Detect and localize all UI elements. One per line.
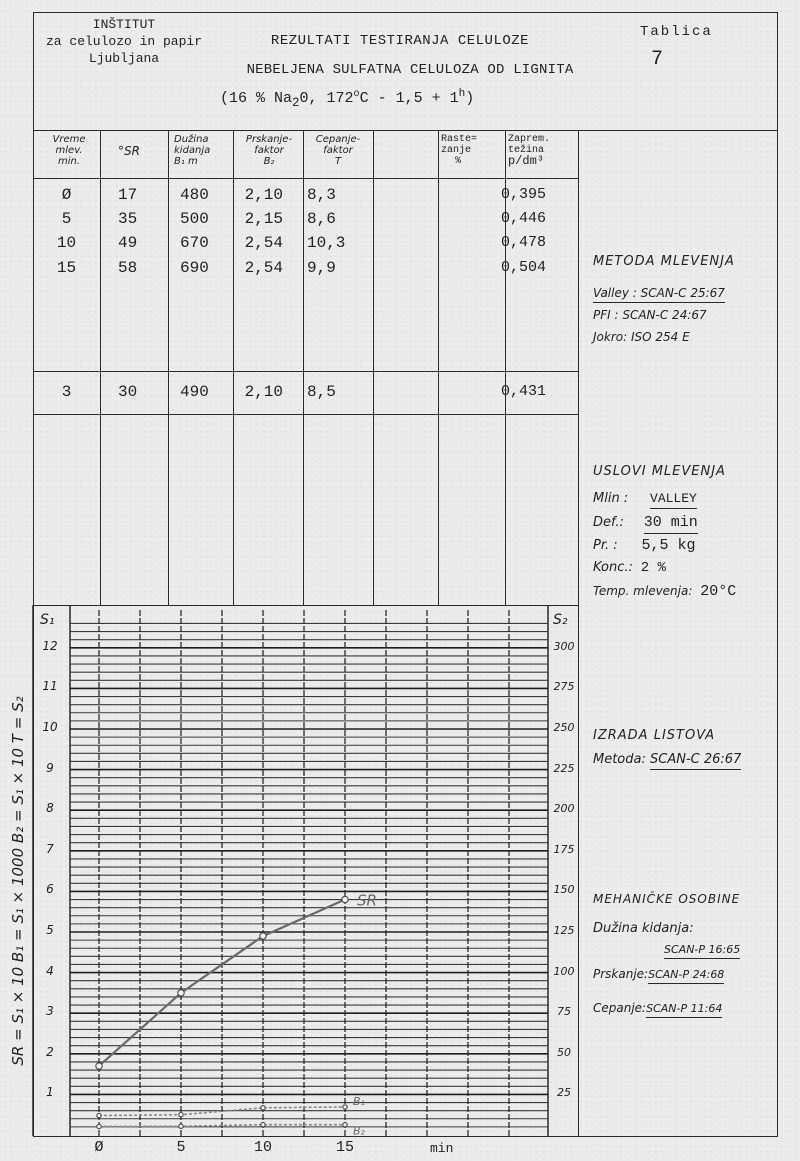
- metoda-line: Valley : SCAN-C 25:67: [593, 286, 725, 303]
- y-left-tick-label: 1: [46, 1085, 54, 1100]
- table-cell: 0,478: [501, 234, 547, 251]
- y-right-tick-label: 200: [553, 802, 575, 816]
- mehanicke-duzina-label: Dužina kidanja:: [593, 921, 694, 936]
- field-label: Prskanje:: [593, 967, 649, 981]
- table-cell: 500: [180, 210, 209, 228]
- col-header-line: T: [334, 156, 342, 167]
- table-cell: 10: [56, 234, 77, 252]
- field-label: Def.:: [593, 515, 624, 530]
- table-cell: 0,431: [501, 383, 547, 400]
- col-header-line: mlev.: [55, 145, 83, 156]
- cond-deg: o: [353, 89, 360, 100]
- field-value: 5,5 kg: [641, 537, 696, 554]
- field-value: VALLEY: [650, 491, 697, 509]
- data-point: [96, 1063, 102, 1069]
- col-header-line: zanje: [441, 145, 472, 156]
- table-cell: Ø: [61, 186, 72, 204]
- cond-h: h: [458, 88, 466, 100]
- col-header-line: Vreme: [52, 134, 86, 145]
- y-right-tick-label: 275: [553, 680, 575, 694]
- field-label: Cepanje:: [593, 1001, 647, 1015]
- document-subtitle: NEBELJENA SULFATNA CELULOZA OD LIGNITA: [246, 62, 574, 78]
- y-left-tick-label: 11: [42, 679, 58, 694]
- y-right-tick-label: 100: [553, 964, 575, 978]
- data-point: [343, 1105, 347, 1109]
- table-cell: 30: [118, 383, 138, 401]
- field-value: 20°C: [700, 583, 737, 600]
- y-left-tick-label: 4: [46, 963, 54, 978]
- y-left-tick-label: 5: [46, 923, 54, 937]
- field-value: SCAN-P 16:65: [664, 943, 740, 959]
- col-header-line: p/dm³: [508, 154, 545, 168]
- x-tick-label: 5: [176, 1139, 186, 1156]
- y-right-tick-label: 225: [553, 761, 575, 775]
- field-label: Pr. :: [593, 538, 618, 553]
- table-cell: 35: [118, 210, 138, 228]
- institute-city: Ljubljana: [88, 51, 160, 66]
- field-label: Temp. mlevenja:: [593, 584, 693, 598]
- document-title: REZULTATI TESTIRANJA CELULOZE: [270, 33, 530, 49]
- table-cell: 5: [61, 210, 72, 228]
- izrada-heading: IZRADA LISTOVA: [593, 728, 716, 743]
- y-left-tick-label: 9: [46, 760, 54, 775]
- table-cell: 690: [180, 259, 209, 277]
- metoda-heading: METODA MLEVENJA: [593, 254, 735, 269]
- table-number: 7: [651, 48, 664, 71]
- y-left-tick-label: 6: [46, 882, 54, 897]
- series-label: B₁: [353, 1094, 365, 1108]
- y-left-tick-label: 10: [42, 720, 58, 734]
- data-point: [261, 1122, 265, 1126]
- col-header-line: Prskanje-: [245, 134, 293, 145]
- y-right-tick-label: 300: [553, 639, 575, 653]
- table-cell: 490: [180, 383, 209, 401]
- table-cell: 10,3: [307, 234, 346, 252]
- series-label: SR: [357, 891, 377, 910]
- data-point: [343, 1122, 347, 1126]
- col-header-line: min.: [57, 156, 81, 167]
- table-cell: 49: [118, 234, 138, 252]
- x-tick-label: 15: [335, 1139, 354, 1156]
- data-point: [178, 990, 184, 996]
- x-tick-label: 10: [253, 1139, 272, 1156]
- col-header-line: faktor: [254, 145, 284, 156]
- table-cell: 3: [61, 383, 72, 401]
- table-cell: 2,10: [244, 186, 283, 204]
- data-point: [342, 896, 348, 902]
- col-header-line: Zaprem.: [508, 134, 551, 145]
- col-header-line: faktor: [323, 145, 353, 156]
- table-cell: 2,15: [244, 210, 283, 228]
- cond-mid: 0, 172: [299, 90, 354, 107]
- col-header-line: %: [455, 156, 462, 167]
- y-left-tick-label: 12: [42, 638, 58, 653]
- cond-close: ): [465, 90, 475, 107]
- col-header-line: Dužina: [174, 134, 209, 145]
- y-right-tick-label: 150: [553, 883, 575, 897]
- col-header-line: kidanja: [174, 145, 211, 156]
- col-header-line: °SR: [118, 144, 140, 158]
- table-cell: 2,54: [244, 259, 283, 277]
- y-right-tick-label: 75: [557, 1005, 571, 1019]
- mehanicke-heading: MEHANIČKE OSOBINE: [593, 892, 741, 906]
- data-point: [260, 933, 266, 939]
- y-right-tick-label: 125: [553, 924, 575, 937]
- field-label: Metoda:: [593, 752, 646, 767]
- col-header-line: B₂: [263, 156, 275, 167]
- cond-open: (16 % Na: [220, 90, 293, 107]
- series-label: B₂: [353, 1124, 365, 1138]
- col-header-line: težina: [508, 145, 545, 156]
- table-cell: 0,446: [501, 210, 547, 227]
- table-cell: 58: [118, 259, 138, 277]
- table-cell: 9,9: [307, 259, 336, 277]
- institute-sub: za celulozo in papir: [45, 34, 203, 49]
- y-right-axis-label: S₂: [553, 612, 568, 628]
- cond-rest: C - 1,5 + 1: [359, 90, 459, 107]
- field-label: Konc.:: [593, 560, 633, 575]
- x-axis-label: min: [430, 1141, 454, 1156]
- col-header-line: B₁ m: [174, 156, 198, 167]
- field-value: SCAN-C 26:67: [650, 752, 741, 770]
- col-header-line: Cepanje-: [315, 134, 361, 145]
- table-cell: 670: [180, 234, 209, 252]
- table-label: Tablica: [640, 24, 713, 40]
- table-cell: 0,395: [501, 186, 547, 203]
- y-left-axis-label: S₁: [40, 612, 55, 628]
- table-cell: 8,5: [307, 383, 336, 401]
- field-label: Mlin :: [593, 491, 629, 506]
- uslovi-heading: USLOVI MLEVENJA: [593, 464, 726, 479]
- table-cell: 8,6: [307, 210, 336, 228]
- col-header-line: Raste=: [441, 134, 478, 145]
- metoda-jokro: Jokro: ISO 254 E: [593, 330, 690, 344]
- table-cell: 2,10: [244, 383, 283, 401]
- table-cell: 480: [180, 186, 209, 204]
- x-tick-label: Ø: [94, 1139, 104, 1156]
- table-cell: 8,3: [307, 186, 336, 204]
- y-right-tick-label: 25: [557, 1086, 571, 1100]
- metoda-pfi: PFI : SCAN-C 24:67: [593, 308, 707, 322]
- data-point: [261, 1106, 265, 1110]
- chart-formula-label: SR = S₁ × 10 B₁ = S₁ × 1000 B₂ = S₁ × 10 T = S₂: [9, 696, 27, 1066]
- data-point: [179, 1124, 183, 1128]
- table-cell: 0,504: [501, 259, 547, 276]
- y-right-tick-label: 175: [553, 842, 575, 856]
- field-value: 2 %: [640, 560, 666, 576]
- cond-sub: 2: [292, 96, 300, 110]
- y-left-tick-label: 8: [46, 801, 54, 816]
- institute-name: INŠTITUT: [92, 17, 156, 32]
- field-value: SCAN-P 24:68: [648, 968, 724, 984]
- data-point: [179, 1113, 183, 1117]
- field-value: SCAN-P 11:64: [646, 1002, 722, 1018]
- data-point: [97, 1124, 101, 1128]
- table-cell: 2,54: [244, 234, 283, 252]
- field-value: 30 min: [644, 514, 698, 534]
- data-point: [97, 1113, 101, 1117]
- y-right-tick-label: 250: [553, 721, 575, 734]
- y-left-tick-label: 7: [46, 841, 54, 856]
- y-right-tick-label: 50: [557, 1045, 571, 1059]
- table-cell: 17: [118, 186, 138, 204]
- table-cell: 15: [56, 259, 77, 277]
- y-left-tick-label: 2: [46, 1044, 54, 1059]
- y-left-tick-label: 3: [46, 1004, 54, 1019]
